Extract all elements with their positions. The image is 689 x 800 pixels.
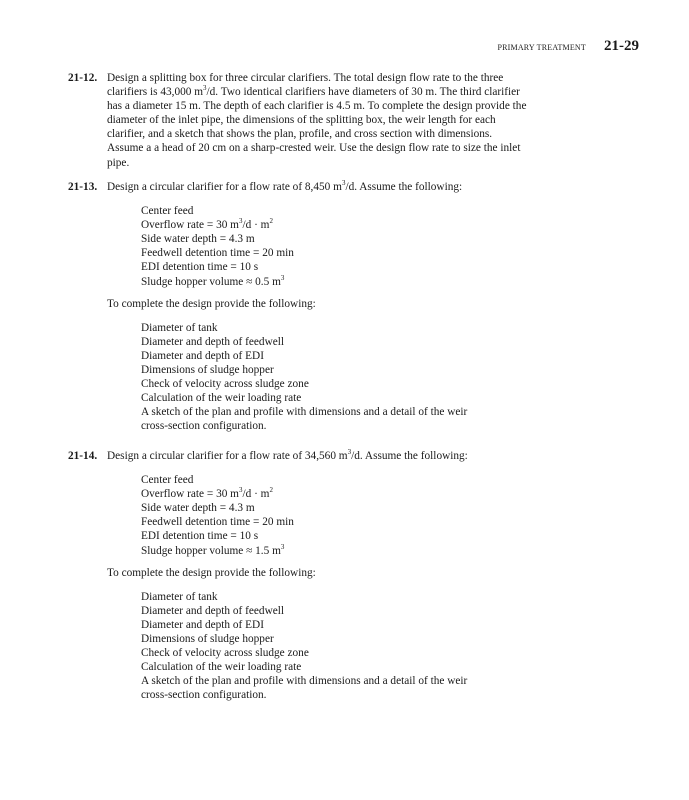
list-item: Check of velocity across sludge zone: [141, 647, 309, 660]
problem-intro: Design a circular clarifier for a flow rate of 8,450 $m^3/d$. Assume the following:: [107, 179, 463, 193]
assumptions-list: [141, 204, 528, 289]
list-item: Diameter of tank: [141, 321, 218, 334]
list-item: Calculation of the weir loading rate: [141, 392, 302, 405]
list-item: Dimensions of sludge hopper: [141, 633, 274, 646]
problem-intro: Design a circular clarifier for a flow rate of 34,560 $m^3/d$. Assume the following:: [107, 448, 468, 462]
page-number: 21-29: [604, 38, 639, 54]
list-item: A sketch of the plan and profile with dimensions and a detail of the weir: [141, 406, 468, 419]
problem-21-12: [68, 71, 528, 170]
list-item: Sludge hopper volume ≈ 0.5 $m^3$: [141, 273, 285, 288]
list-item: Diameter and depth of feedwell: [141, 604, 285, 617]
problem-number: 21-13.: [68, 181, 98, 193]
list-item: Feedwell detention time = 20 min: [141, 516, 294, 529]
list-item: A sketch of the plan and profile with dimensions and a detail of the weir: [141, 675, 468, 688]
list-item: EDI detention time = 10 s: [141, 530, 259, 543]
problem-number: 21-12.: [68, 72, 98, 84]
list-item: Check of velocity across sludge zone: [141, 378, 309, 391]
list-item: Overflow rate = 30 $m^3/d \cdot m^2$: [141, 486, 273, 501]
list-item: Overflow rate = 30 $m^3/d \cdot m^2$: [141, 217, 273, 232]
requirements-list: [141, 590, 528, 703]
problem-number: 21-14.: [68, 450, 98, 462]
assumptions-list: [141, 473, 528, 558]
list-item: EDI detention time = 10 s: [141, 261, 259, 274]
running-title: PRIMARY TREATMENT: [497, 43, 586, 52]
list-item: Feedwell detention time = 20 min: [141, 247, 294, 260]
list-item: Center feed: [141, 205, 194, 218]
list-item: cross-section configuration.: [141, 689, 267, 702]
list-item: cross-section configuration.: [141, 420, 267, 433]
list-item: Sludge hopper volume ≈ 1.5 $m^3$: [141, 542, 285, 557]
requirements-list: [141, 321, 528, 434]
list-item: Diameter and depth of EDI: [141, 349, 264, 362]
complete-intro: To complete the design provide the following:: [107, 297, 316, 310]
complete-intro: To complete the design provide the following:: [107, 566, 316, 579]
list-item: Dimensions of sludge hopper: [141, 364, 274, 377]
list-item: Diameter and depth of EDI: [141, 618, 264, 631]
list-item: Side water depth = 4.3 m: [141, 233, 255, 246]
list-item: Side water depth = 4.3 m: [141, 502, 255, 515]
problem-21-14: [68, 449, 528, 711]
problem-21-13: [68, 180, 528, 442]
problem-text: Design a splitting box for three circular clarifiers. The total design flow rate to the three clarifiers is 43,000 $m^3/d$. Two identical clarifiers have diameters of 30 m. The third clarifier has a diameter 15 m. The depth of each clarifier is 4.5 m. To complete the design provide the diameter of the inlet pipe, the dimensions of the splitting box, the weir length for each clarifier, and a sketch that shows the plan, profile, and cross section with dimensions. Assume a a head of 20 cm on a sharp-crested weir. Use the design flow rate to size the inlet pipe.: [107, 72, 527, 169]
list-item: Diameter and depth of feedwell: [141, 335, 285, 348]
page-header: [497, 38, 639, 55]
list-item: Diameter of tank: [141, 590, 218, 603]
list-item: Calculation of the weir loading rate: [141, 661, 302, 674]
list-item: Center feed: [141, 474, 194, 487]
